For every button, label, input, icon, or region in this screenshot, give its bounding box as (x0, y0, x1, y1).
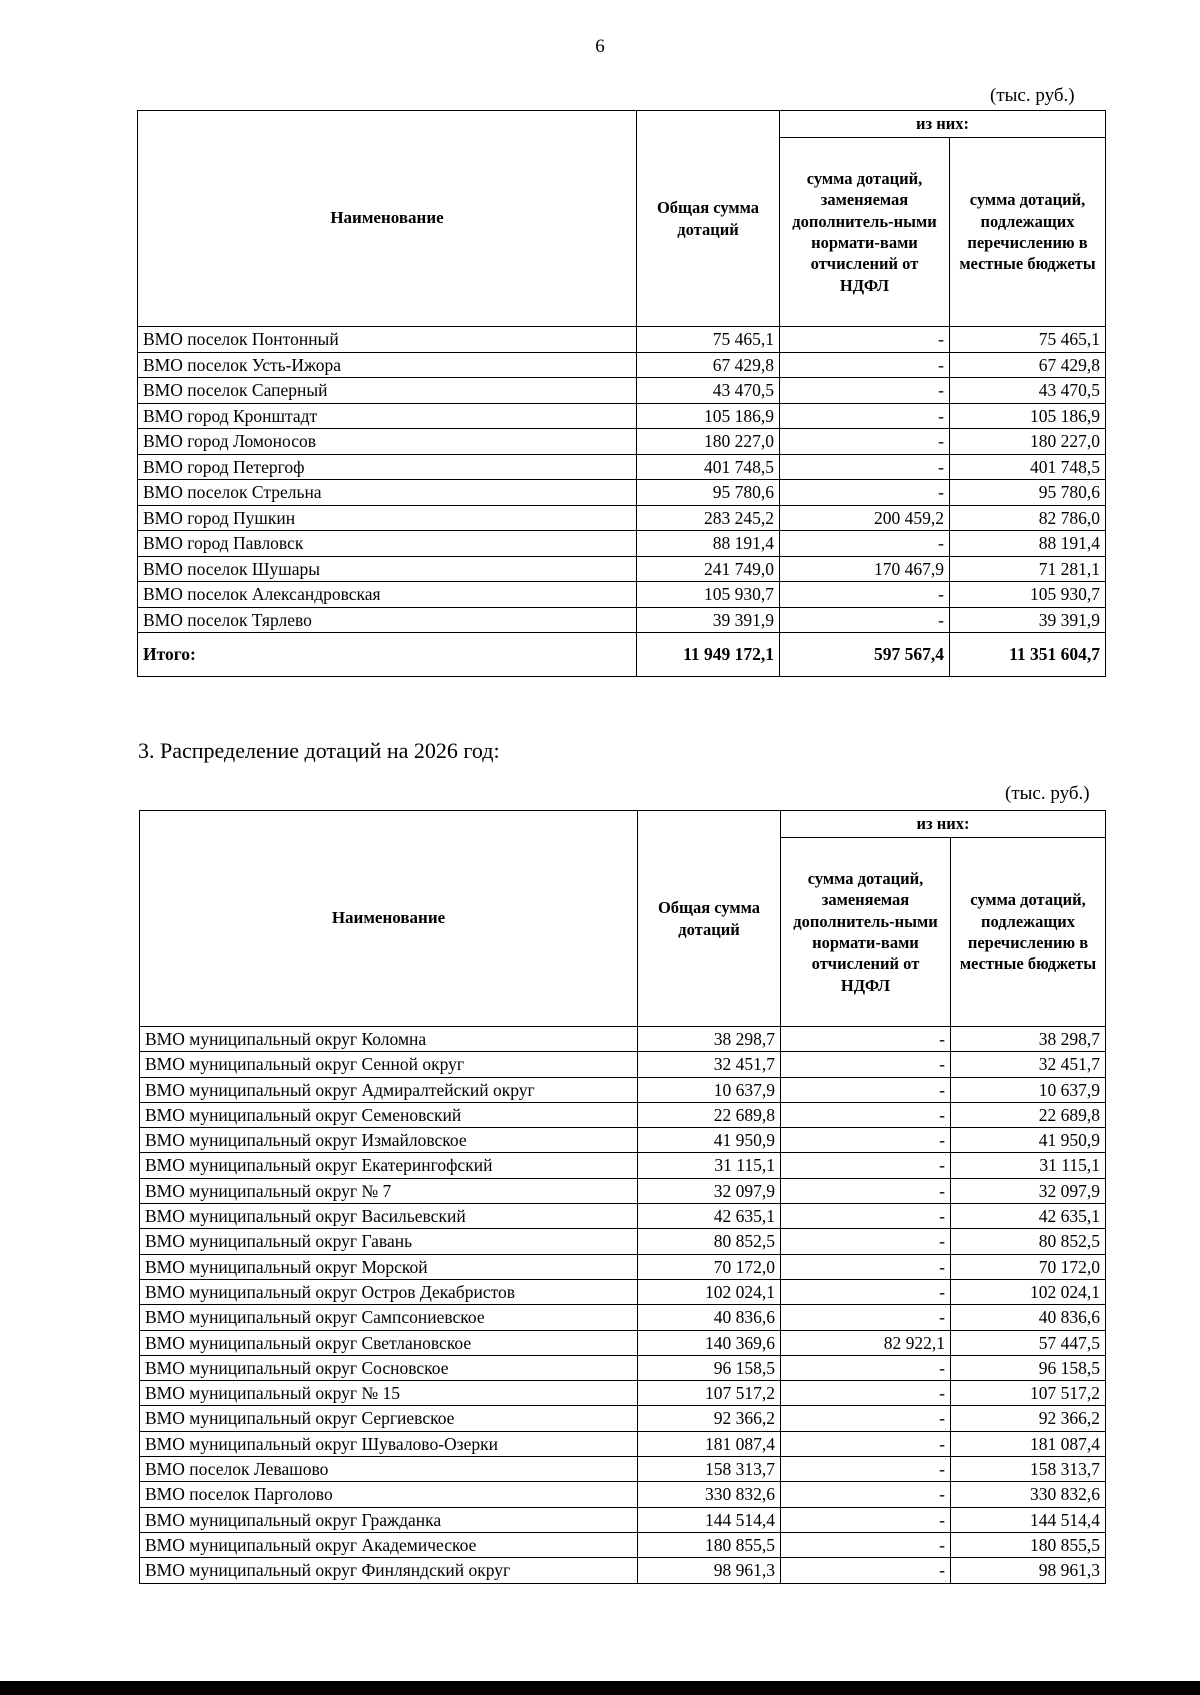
cell-transferred: 330 832,6 (951, 1482, 1106, 1507)
cell-total: 140 369,6 (638, 1330, 781, 1355)
header-name: Наименование (138, 111, 637, 327)
table-row (140, 1532, 1106, 1557)
table-row (140, 1153, 1106, 1178)
header-total: Общая сумма дотаций (638, 811, 781, 1027)
cell-name: ВМО муниципальный округ Васильевский (140, 1204, 638, 1229)
cell-transferred: 107 517,2 (951, 1381, 1106, 1406)
cell-total: 39 391,9 (637, 607, 780, 633)
cell-replaced: - (781, 1406, 951, 1431)
header-replaced: сумма дотаций, заменяемая дополнитель-ными нормати-вами отчислений от НДФЛ (780, 138, 950, 327)
table-row (138, 403, 1106, 429)
cell-replaced: - (781, 1532, 951, 1557)
cell-total: 31 115,1 (638, 1153, 781, 1178)
table-row (140, 1077, 1106, 1102)
cell-total: 98 961,3 (638, 1558, 781, 1583)
table-row (140, 1204, 1106, 1229)
cell-replaced: - (781, 1558, 951, 1583)
cell-name: ВМО поселок Тярлево (138, 607, 637, 633)
header-transferred: сумма дотаций, подлежащих перечислению в местные бюджеты (950, 138, 1106, 327)
table-row (138, 327, 1106, 353)
section-heading: 3. Распределение дотаций на 2026 год: (138, 738, 500, 763)
table-row (138, 480, 1106, 506)
table-row (140, 1482, 1106, 1507)
cell-replaced: - (781, 1128, 951, 1153)
cell-transferred: 105 186,9 (950, 403, 1106, 429)
cell-name: ВМО муниципальный округ № 7 (140, 1178, 638, 1203)
cell-name: ВМО поселок Левашово (140, 1457, 638, 1482)
subsidies-table-2026 (139, 810, 1106, 1584)
table-row (140, 1507, 1106, 1532)
cell-name: ВМО муниципальный округ Сенной округ (140, 1052, 638, 1077)
header-transferred: сумма дотаций, подлежащих перечислению в местные бюджеты (951, 838, 1106, 1027)
cell-name: ВМО поселок Усть-Ижора (138, 352, 637, 378)
table-row (138, 607, 1106, 633)
cell-replaced: - (780, 378, 950, 404)
cell-replaced: - (781, 1381, 951, 1406)
cell-total: 241 749,0 (637, 556, 780, 582)
cell-total: 96 158,5 (638, 1355, 781, 1380)
cell-replaced: 82 922,1 (781, 1330, 951, 1355)
total-name: Итого: (138, 633, 637, 677)
table-row (138, 378, 1106, 404)
cell-replaced: - (780, 429, 950, 455)
cell-transferred: 105 930,7 (950, 582, 1106, 608)
header-of-them: из них: (781, 811, 1106, 838)
cell-total: 144 514,4 (638, 1507, 781, 1532)
cell-name: ВМО муниципальный округ Остров Декабристов (140, 1279, 638, 1304)
cell-name: ВМО поселок Парголово (140, 1482, 638, 1507)
cell-name: ВМО муниципальный округ Семеновский (140, 1102, 638, 1127)
cell-replaced: - (781, 1507, 951, 1532)
cell-replaced: - (781, 1457, 951, 1482)
cell-name: ВМО поселок Стрельна (138, 480, 637, 506)
cell-total: 180 855,5 (638, 1532, 781, 1557)
cell-name: ВМО муниципальный округ Гражданка (140, 1507, 638, 1532)
cell-total: 181 087,4 (638, 1431, 781, 1456)
table-row (138, 531, 1106, 557)
cell-total: 102 024,1 (638, 1279, 781, 1304)
cell-transferred: 38 298,7 (951, 1027, 1106, 1052)
cell-transferred: 180 227,0 (950, 429, 1106, 455)
cell-name: ВМО муниципальный округ Морской (140, 1254, 638, 1279)
table-row (138, 556, 1106, 582)
table-row (140, 1431, 1106, 1456)
cell-transferred: 31 115,1 (951, 1153, 1106, 1178)
cell-total: 32 097,9 (638, 1178, 781, 1203)
cell-total: 401 748,5 (637, 454, 780, 480)
table-row (140, 1052, 1106, 1077)
cell-transferred: 158 313,7 (951, 1457, 1106, 1482)
header-total: Общая сумма дотаций (637, 111, 780, 327)
cell-transferred: 75 465,1 (950, 327, 1106, 353)
cell-replaced: - (781, 1305, 951, 1330)
table-row (140, 1229, 1106, 1254)
page-number: 6 (595, 36, 605, 57)
cell-name: ВМО муниципальный округ Светлановское (140, 1330, 638, 1355)
table-row (140, 1381, 1106, 1406)
cell-name: ВМО город Кронштадт (138, 403, 637, 429)
cell-transferred: 32 451,7 (951, 1052, 1106, 1077)
cell-total: 38 298,7 (638, 1027, 781, 1052)
cell-transferred: 102 024,1 (951, 1279, 1106, 1304)
cell-replaced: - (781, 1102, 951, 1127)
cell-total: 41 950,9 (638, 1128, 781, 1153)
cell-transferred: 401 748,5 (950, 454, 1106, 480)
table-row (140, 1128, 1106, 1153)
total-replaced: 597 567,4 (780, 633, 950, 677)
cell-name: ВМО муниципальный округ Гавань (140, 1229, 638, 1254)
cell-transferred: 181 087,4 (951, 1431, 1106, 1456)
cell-total: 180 227,0 (637, 429, 780, 455)
cell-name: ВМО муниципальный округ Шувалово-Озерки (140, 1431, 638, 1456)
cell-name: ВМО муниципальный округ Адмиралтейский округ (140, 1077, 638, 1102)
cell-transferred: 180 855,5 (951, 1532, 1106, 1557)
cell-name: ВМО поселок Александровская (138, 582, 637, 608)
scan-border (0, 1681, 1200, 1695)
cell-name: ВМО муниципальный округ Коломна (140, 1027, 638, 1052)
cell-total: 22 689,8 (638, 1102, 781, 1127)
table-row (138, 352, 1106, 378)
cell-transferred: 70 172,0 (951, 1254, 1106, 1279)
cell-replaced: - (781, 1279, 951, 1304)
table-row (138, 505, 1106, 531)
cell-replaced: - (780, 454, 950, 480)
cell-total: 10 637,9 (638, 1077, 781, 1102)
cell-transferred: 32 097,9 (951, 1178, 1106, 1203)
cell-replaced: - (781, 1431, 951, 1456)
cell-name: ВМО поселок Понтонный (138, 327, 637, 353)
cell-transferred: 96 158,5 (951, 1355, 1106, 1380)
table-row (140, 1355, 1106, 1380)
cell-total: 95 780,6 (637, 480, 780, 506)
cell-total: 330 832,6 (638, 1482, 781, 1507)
cell-transferred: 57 447,5 (951, 1330, 1106, 1355)
cell-replaced: - (781, 1153, 951, 1178)
cell-transferred: 82 786,0 (950, 505, 1106, 531)
total-row (138, 633, 1106, 677)
table-row (140, 1279, 1106, 1304)
cell-replaced: - (781, 1178, 951, 1203)
cell-name: ВМО муниципальный округ Сосновское (140, 1355, 638, 1380)
table-row (138, 454, 1106, 480)
cell-total: 105 186,9 (637, 403, 780, 429)
cell-transferred: 67 429,8 (950, 352, 1106, 378)
table-row (138, 582, 1106, 608)
cell-name: ВМО муниципальный округ Сергиевское (140, 1406, 638, 1431)
cell-transferred: 41 950,9 (951, 1128, 1106, 1153)
cell-transferred: 88 191,4 (950, 531, 1106, 557)
table-row (140, 1305, 1106, 1330)
cell-total: 283 245,2 (637, 505, 780, 531)
table-row (140, 1102, 1106, 1127)
cell-replaced: 200 459,2 (780, 505, 950, 531)
header-name: Наименование (140, 811, 638, 1027)
table-row (140, 1178, 1106, 1203)
cell-replaced: - (781, 1077, 951, 1102)
cell-name: ВМО муниципальный округ Финляндский округ (140, 1558, 638, 1583)
cell-name: ВМО город Ломоносов (138, 429, 637, 455)
cell-name: ВМО город Пушкин (138, 505, 637, 531)
cell-total: 92 366,2 (638, 1406, 781, 1431)
cell-replaced: - (781, 1254, 951, 1279)
cell-replaced: - (781, 1204, 951, 1229)
total-total: 11 949 172,1 (637, 633, 780, 677)
table-row (140, 1558, 1106, 1583)
cell-transferred: 144 514,4 (951, 1507, 1106, 1532)
table-body (140, 1027, 1106, 1584)
cell-replaced: - (781, 1355, 951, 1380)
cell-replaced: - (780, 531, 950, 557)
cell-replaced: - (780, 480, 950, 506)
cell-replaced: - (781, 1229, 951, 1254)
cell-transferred: 80 852,5 (951, 1229, 1106, 1254)
table-row (140, 1457, 1106, 1482)
cell-transferred: 98 961,3 (951, 1558, 1106, 1583)
cell-transferred: 22 689,8 (951, 1102, 1106, 1127)
cell-name: ВМО город Павловск (138, 531, 637, 557)
total-transferred: 11 351 604,7 (950, 633, 1106, 677)
cell-transferred: 10 637,9 (951, 1077, 1106, 1102)
cell-total: 67 429,8 (637, 352, 780, 378)
header-of-them: из них: (780, 111, 1106, 138)
cell-total: 40 836,6 (638, 1305, 781, 1330)
unit-label: (тыс. руб.) (1005, 783, 1090, 804)
unit-label: (тыс. руб.) (990, 85, 1075, 106)
cell-replaced: - (781, 1027, 951, 1052)
cell-total: 70 172,0 (638, 1254, 781, 1279)
cell-name: ВМО муниципальный округ Академическое (140, 1532, 638, 1557)
table-row (140, 1027, 1106, 1052)
cell-replaced: - (780, 582, 950, 608)
cell-replaced: - (781, 1052, 951, 1077)
cell-name: ВМО муниципальный округ Сампсониевское (140, 1305, 638, 1330)
table-row (140, 1406, 1106, 1431)
cell-transferred: 39 391,9 (950, 607, 1106, 633)
cell-replaced: - (780, 403, 950, 429)
table-row (140, 1254, 1106, 1279)
table-row (138, 429, 1106, 455)
cell-total: 107 517,2 (638, 1381, 781, 1406)
cell-total: 75 465,1 (637, 327, 780, 353)
cell-transferred: 92 366,2 (951, 1406, 1106, 1431)
cell-transferred: 71 281,1 (950, 556, 1106, 582)
cell-replaced: - (781, 1482, 951, 1507)
table-body (138, 327, 1106, 677)
cell-replaced: - (780, 352, 950, 378)
cell-total: 32 451,7 (638, 1052, 781, 1077)
header-replaced: сумма дотаций, заменяемая дополнитель-ными нормати-вами отчислений от НДФЛ (781, 838, 951, 1027)
table-row (140, 1330, 1106, 1355)
cell-name: ВМО город Петергоф (138, 454, 637, 480)
cell-replaced: - (780, 607, 950, 633)
cell-total: 158 313,7 (638, 1457, 781, 1482)
cell-transferred: 40 836,6 (951, 1305, 1106, 1330)
cell-replaced: - (780, 327, 950, 353)
cell-name: ВМО муниципальный округ Измайловское (140, 1128, 638, 1153)
cell-transferred: 42 635,1 (951, 1204, 1106, 1229)
cell-name: ВМО муниципальный округ № 15 (140, 1381, 638, 1406)
cell-name: ВМО поселок Саперный (138, 378, 637, 404)
cell-total: 105 930,7 (637, 582, 780, 608)
cell-total: 80 852,5 (638, 1229, 781, 1254)
cell-name: ВМО муниципальный округ Екатерингофский (140, 1153, 638, 1178)
cell-transferred: 95 780,6 (950, 480, 1106, 506)
cell-replaced: 170 467,9 (780, 556, 950, 582)
cell-total: 43 470,5 (637, 378, 780, 404)
cell-transferred: 43 470,5 (950, 378, 1106, 404)
cell-total: 88 191,4 (637, 531, 780, 557)
subsidies-table-2025 (137, 110, 1106, 677)
cell-name: ВМО поселок Шушары (138, 556, 637, 582)
cell-total: 42 635,1 (638, 1204, 781, 1229)
